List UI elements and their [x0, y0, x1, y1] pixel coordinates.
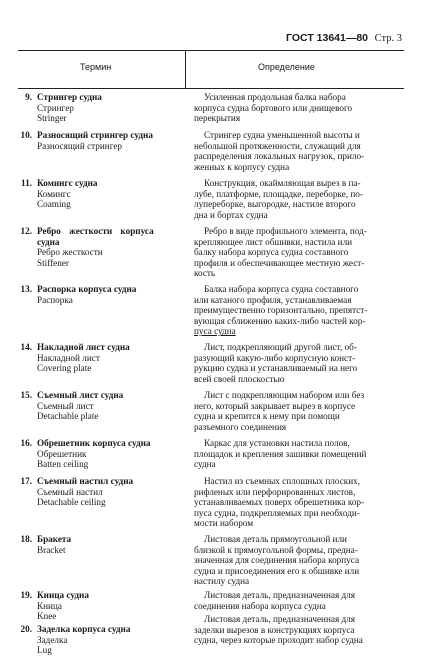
term-synonym: Комингс [37, 188, 71, 199]
definition-line: разъемного соединения [194, 421, 287, 432]
term-name: Съемный настил судна [37, 476, 134, 486]
term-english: Coaming [37, 199, 71, 210]
definition-line: мости набором [194, 518, 254, 529]
definition-cell [194, 92, 402, 124]
term-name: Разносящий стрингер судна [37, 130, 153, 140]
definition-line: Усиленная продольная балка набора [204, 92, 346, 102]
definition-cell [194, 284, 402, 337]
term-english: Covering plate [37, 363, 92, 374]
term-number: 9. [25, 92, 32, 102]
term-name: Заделка корпуса судна [37, 624, 131, 634]
term-number: 11. [21, 178, 32, 188]
term-name: Комингс судна [37, 178, 98, 188]
definition-line: корпуса судна бортового или днищевого [194, 102, 353, 113]
term-name: Ребро жесткости корпуса [37, 226, 154, 236]
definition-line: пуса судна, подкрепляемых при необходи- [194, 507, 360, 518]
term-number: 15. [20, 390, 32, 400]
definition-line: соединения набора корпуса судна [194, 600, 326, 611]
definition-cell [194, 590, 402, 611]
term-name: Распорка корпуса судна [37, 284, 137, 294]
definition-cell [194, 614, 402, 646]
term-english: Bracket [37, 544, 66, 555]
definition-cell [194, 390, 402, 432]
definition-line: значенная для соединения набора корпуса [194, 555, 360, 566]
definition-cell [194, 438, 402, 470]
term-number: 13. [20, 284, 32, 294]
column-divider [185, 50, 186, 88]
term-number: 17. [20, 476, 32, 486]
term-synonym: Разносящий стрингер [37, 140, 123, 151]
definition-line: Балка набора корпуса судна составного [204, 284, 359, 294]
term-synonym: Съемный настил [37, 486, 103, 497]
definition-line: разующий какую-либо корпусную конст- [194, 352, 356, 363]
term-synonym: Кница [37, 600, 62, 611]
definition-line: него, который закрывает вырез в корпусе [194, 400, 356, 411]
term-synonym: Накладной лист [37, 352, 100, 363]
definition-line: судна и крепится к нему при помощи [194, 411, 340, 422]
definition-line: или катаного профиля, устанавливаемая [194, 294, 352, 305]
definition-line: рукцию судна и устанавливаемый на него [194, 363, 358, 374]
definition-line: Настил из съемных сплошных плоских, [204, 476, 361, 486]
term-synonym: Съемный лист [37, 400, 94, 411]
term-name: Кница судна [37, 590, 89, 600]
definition-line: Лист с подкрепляющим набором или без [204, 390, 365, 400]
definition-line: устанавливаемых поверх обрешетника кор- [194, 497, 365, 508]
term-english: Detachable plate [37, 411, 99, 422]
page-number: 3 [396, 33, 402, 44]
term-number: 19. [20, 590, 32, 600]
term-english: Lug [37, 645, 52, 656]
definition-line: крепляющее лист обшивки, настила или [194, 236, 353, 247]
definition-line: кость [194, 268, 216, 279]
term-number: 12. [20, 226, 32, 236]
definition-line: судна [194, 459, 216, 470]
term-english: Detachable ceiling [37, 497, 106, 508]
definition-line: настилу судна [194, 576, 250, 587]
definition-line: Ребро в виде профильного элемента, под- [204, 226, 367, 236]
term-name: Накладной лист судна [37, 342, 130, 352]
term-english: Stringer [37, 113, 67, 124]
definition-line: профиля и обеспечивающее местную жест- [194, 257, 365, 268]
definition-cell [194, 226, 402, 279]
term-name: Бракета [37, 534, 72, 544]
definition-line: лубе, платформе, площадке, переборке, по- [194, 188, 363, 199]
definition-line: Листовая деталь, предназначенная для [204, 590, 355, 600]
term-synonym: Обрешетник [37, 448, 87, 459]
definition-line: судна, через которые проходит набор судна [194, 635, 363, 646]
definition-line: Листовая деталь, предназначенная для [204, 614, 355, 624]
definition-line: преимущественно горизонтально, препятст- [194, 305, 368, 316]
definition-line: дна и бортах судна [194, 209, 268, 220]
definition-line: перекрытия [194, 113, 241, 124]
definition-line: близкой к прямоугольной формы, предна- [194, 544, 358, 555]
term-number: 16. [20, 438, 32, 448]
term-name-continued: судна [37, 236, 60, 247]
definition-line: лупереборке, выгородке, настиле второго [194, 199, 356, 210]
definition-line: Каркас для установки настила полов, [204, 438, 350, 448]
page-label: Стр. [374, 33, 395, 44]
term-english: Stiffener [37, 257, 69, 268]
definition-line: площадок и крепления зашивки помещений [194, 448, 367, 459]
definition-line: Конструкция, окаймляющая вырез в па- [204, 178, 361, 188]
definition-line: судна и присоединения его к обшивке или [194, 565, 360, 576]
definition-line: женных к корпусу судна [194, 161, 290, 172]
definition-cell [194, 178, 402, 220]
definition-line: Лист, подкрепляющий другой лист, об- [204, 342, 357, 352]
term-synonym: Распорка [37, 294, 73, 305]
column-header-term: Термин [80, 62, 112, 72]
definition-line: рифленых или перфорированных листов, [194, 486, 356, 497]
definition-line: небольшой протяженности, служащий для [194, 140, 361, 151]
definition-line: распределения локальных нагрузок, прило- [194, 151, 365, 162]
table-header-rule [18, 88, 404, 89]
term-name: Съемный лист судна [37, 390, 124, 400]
term-number: 10. [20, 130, 32, 140]
definition-cell [194, 534, 402, 587]
table-top-rule [18, 50, 404, 51]
page-header [286, 32, 402, 44]
term-number: 18. [20, 534, 32, 544]
definition-cell [194, 476, 402, 529]
term-name: Обрешетник корпуса судна [37, 438, 151, 448]
definition-cell [194, 130, 402, 172]
definition-line: вующая сближению каких-либо частей кор- [194, 315, 366, 326]
term-english: Knee [37, 611, 57, 622]
definition-line: заделки вырезов в конструкциях корпуса [194, 624, 355, 635]
definition-cell [194, 342, 402, 384]
term-number: 20. [20, 624, 32, 634]
term-english: Batten ceiling [37, 459, 89, 470]
term-synonym: Ребро жесткости [37, 247, 103, 258]
definition-line: Стрингер судна уменьшенной высоты и [204, 130, 360, 140]
definition-line: Листовая деталь прямоугольной или [204, 534, 347, 544]
term-name: Стрингер судна [37, 92, 102, 102]
term-synonym: Стрингер [37, 102, 74, 113]
term-synonym: Заделка [37, 634, 68, 645]
definition-line: пуса судна [194, 326, 236, 337]
standard-number: ГОСТ 13641—80 [286, 32, 369, 44]
column-header-definition: Определение [258, 62, 315, 72]
definition-line: всей своей плоскостью [194, 373, 285, 384]
definition-line: балку набора корпуса судна составного [194, 247, 349, 258]
term-number: 14. [20, 342, 32, 352]
